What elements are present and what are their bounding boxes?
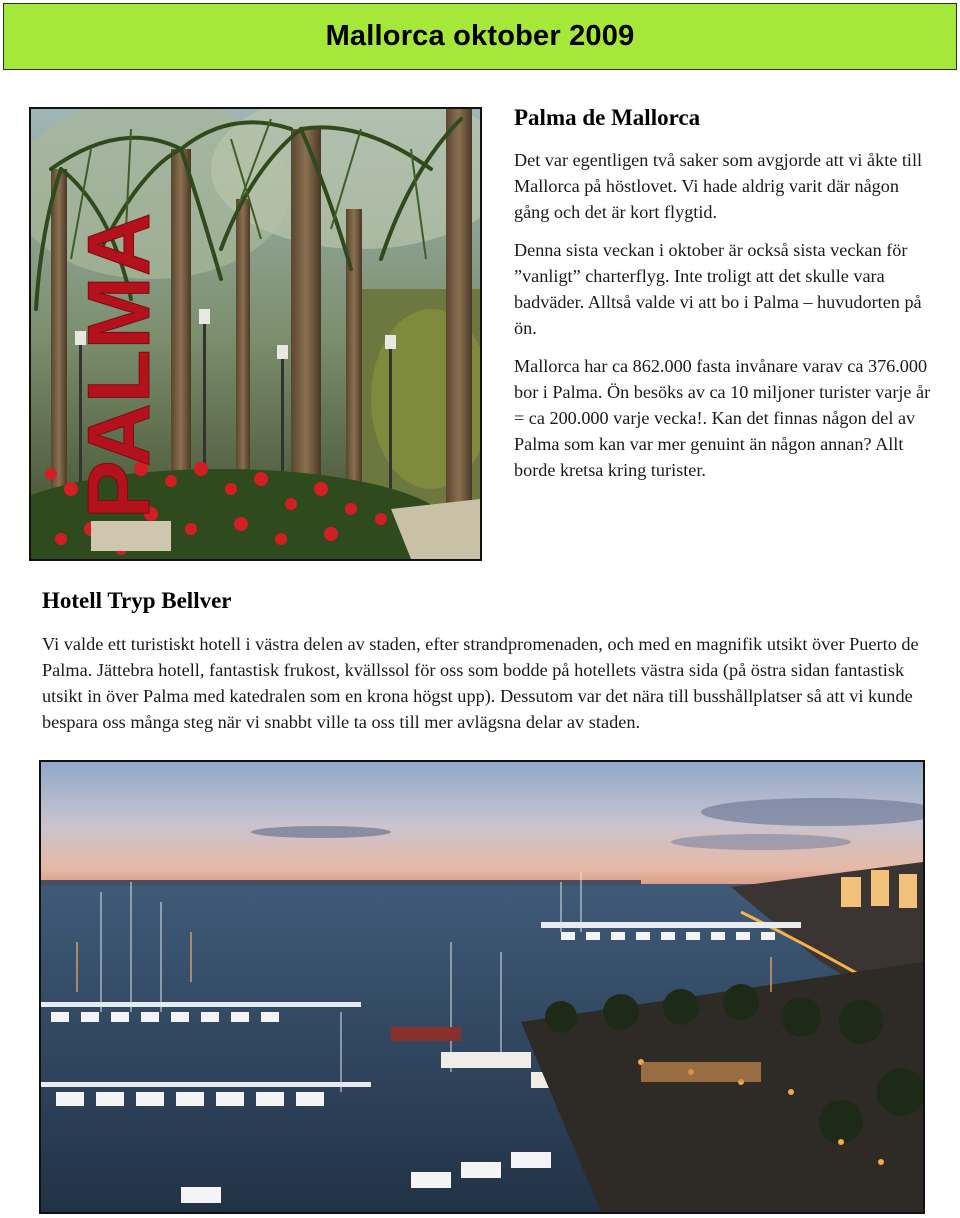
palma-paragraph-2: Denna sista veckan i oktober är också sista veckan för ”vanligt” charterflyg. Inte troligt att det skulle vara badväder. Alltså valde vi att bo i Palma – huvudorten på ön. — [514, 240, 922, 338]
hotel-section — [42, 588, 922, 735]
palma-paragraph-3: Mallorca har ca 862.000 fasta invånare varav ca 376.000 bor i Palma. Ön besöks av ca 10 miljoner turister varje år = ca 200.000 varje vecka!. Kan det finnas någon del av Palma som kan var mer genuint än någon annan? Allt borde kretsa kring turister. — [514, 356, 931, 480]
section-heading-palma: Palma de Mallorca — [514, 105, 701, 130]
hotel-paragraph: Vi valde ett turistiskt hotell i västra delen av staden, efter strandpromenaden, och med en magnifik utsikt över Puerto de Palma. Jättebra hotell, fantastisk frukost, kvällssol för oss som bodde på hotellets västra sida (på östra sidan fantastisk utsikt in över Palma med katedralen som en krona högst upp). Dessutom var det nära till busshållplatser så att vi kunde bespara oss många steg när vi snabbt ville ta oss till mer avlägsna delar av staden. — [42, 634, 919, 732]
palma-sign-text: PALMA — [69, 212, 168, 519]
section-heading-hotel: Hotell Tryp Bellver — [42, 588, 232, 613]
harbor-dusk-photo — [39, 760, 925, 1214]
palma-sign-photo — [29, 107, 482, 561]
page-title: Mallorca oktober 2009 — [325, 20, 635, 52]
palma-paragraph-1: Det var egentligen två saker som avgjorde att vi åkte till Mallorca på höstlovet. Vi hade aldrig varit där någon gång och det är kort flygtid. — [514, 150, 923, 222]
palma-section — [514, 105, 934, 495]
harbor-photo-illustration — [41, 762, 923, 1212]
title-banner — [3, 3, 957, 70]
palma-photo-illustration — [31, 109, 480, 559]
